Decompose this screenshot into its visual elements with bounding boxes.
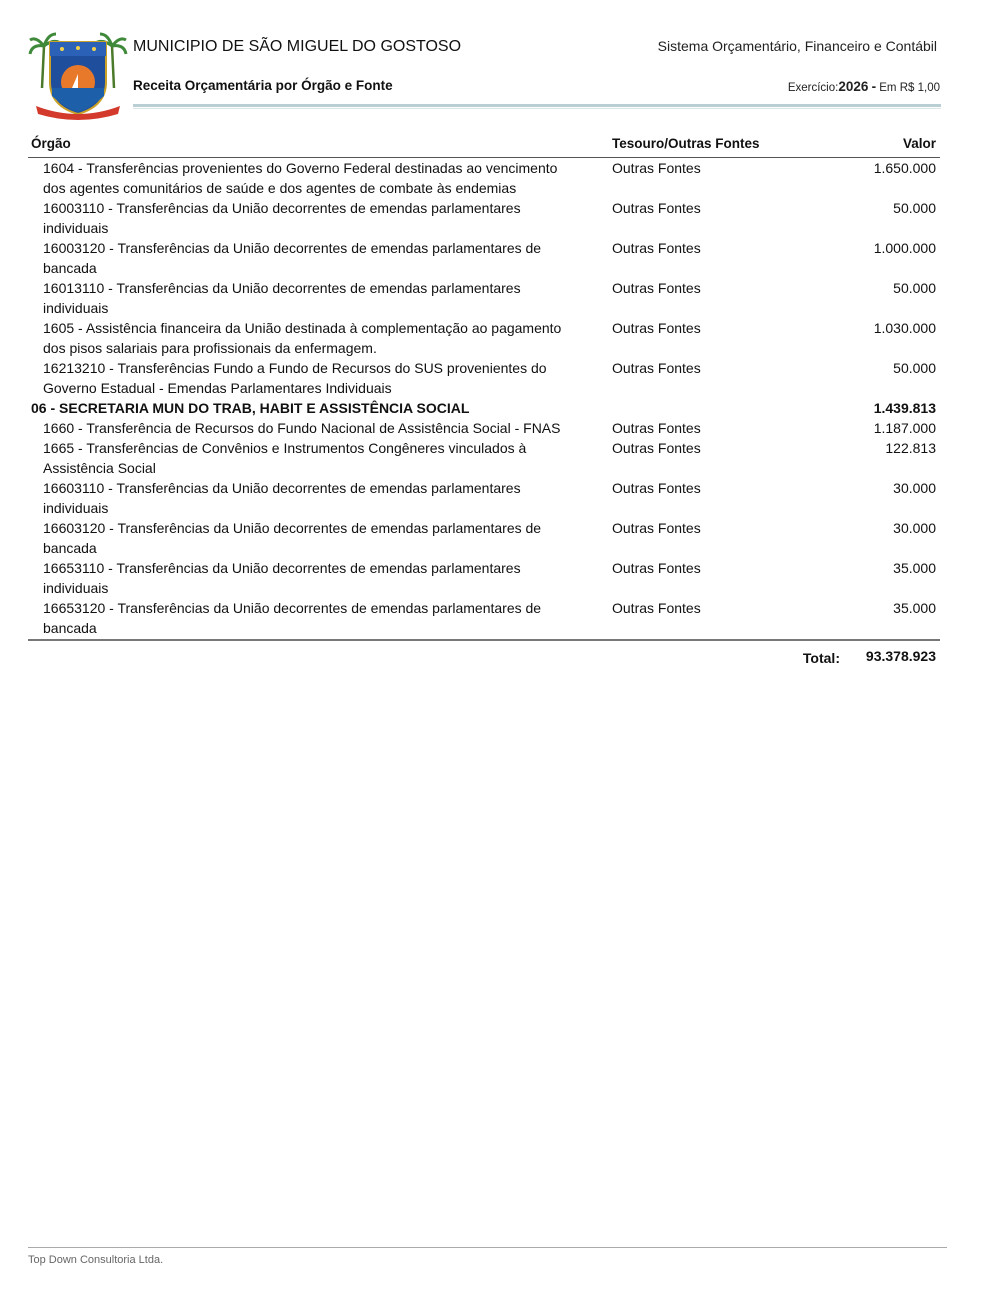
table-row xyxy=(28,558,940,598)
row-valor: 122.813 xyxy=(885,440,936,456)
group-orgao: 06 - SECRETARIA MUN DO TRAB, HABIT E ASSISTÊNCIA SOCIAL xyxy=(31,400,470,416)
exercicio-label: Exercício: xyxy=(787,82,839,94)
row-orgao: 1660 - Transferência de Recursos do Fundo Nacional de Assistência Social - FNAS xyxy=(43,420,561,436)
row-fonte: Outras Fontes xyxy=(612,320,701,336)
row-fonte: Outras Fontes xyxy=(612,160,701,176)
row-valor: 1.000.000 xyxy=(873,240,936,256)
row-orgao: 16603110 - Transferências da União decorrentes de emendas parlamentares individuais xyxy=(43,480,521,516)
coat-of-arms-icon xyxy=(28,26,128,120)
row-orgao: 1605 - Assistência financeira da União destinada à complementação ao pagamento dos pisos salariais para profissionais da enfermagem. xyxy=(43,320,562,356)
row-fonte: Outras Fontes xyxy=(612,440,701,456)
row-orgao: 16003120 - Transferências da União decorrentes de emendas parlamentares de bancada xyxy=(43,240,542,276)
total-row xyxy=(28,641,940,669)
footer-company: Top Down Consultoria Ltda. xyxy=(28,1254,164,1266)
total-label: Total: xyxy=(802,650,840,666)
table-row xyxy=(28,238,940,278)
row-valor: 1.187.000 xyxy=(873,420,936,436)
table-row xyxy=(28,518,940,558)
row-fonte: Outras Fontes xyxy=(612,360,701,376)
row-orgao: 16653120 - Transferências da União decorrentes de emendas parlamentares de bancada xyxy=(43,600,542,636)
row-fonte: Outras Fontes xyxy=(612,200,701,216)
table-row xyxy=(28,158,940,198)
row-valor: 50.000 xyxy=(893,280,936,296)
row-valor: 1.650.000 xyxy=(873,160,936,176)
table-row xyxy=(28,198,940,238)
row-fonte: Outras Fontes xyxy=(612,280,701,296)
row-valor: 35.000 xyxy=(893,600,936,616)
exercicio-separator: - xyxy=(871,79,877,94)
table-row xyxy=(28,598,940,638)
currency-note: Em R$ 1,00 xyxy=(879,82,940,94)
revenue-table xyxy=(28,133,940,669)
system-name: Sistema Orçamentário, Financeiro e Contábil xyxy=(657,38,937,54)
table-header xyxy=(28,133,940,158)
row-valor: 30.000 xyxy=(893,520,936,536)
column-header-orgao: Órgão xyxy=(31,136,71,151)
row-fonte: Outras Fontes xyxy=(612,600,701,616)
row-valor: 50.000 xyxy=(893,200,936,216)
report-header xyxy=(0,0,1000,120)
table-row xyxy=(28,418,940,438)
total-value: 93.378.923 xyxy=(865,648,936,664)
table-row xyxy=(28,358,940,398)
row-valor: 1.030.000 xyxy=(873,320,936,336)
municipality-name: MUNICIPIO DE SÃO MIGUEL DO GOSTOSO xyxy=(133,38,462,55)
exercicio-year: 2026 xyxy=(838,79,869,94)
row-valor: 50.000 xyxy=(893,360,936,376)
column-header-valor: Valor xyxy=(902,136,936,151)
exercicio-info xyxy=(788,79,940,94)
header-divider xyxy=(133,104,941,107)
row-orgao: 1604 - Transferências provenientes do Governo Federal destinadas ao vencimento dos agentes comunitários de saúde e dos agentes de combate às endemias xyxy=(43,160,558,196)
row-valor: 35.000 xyxy=(893,560,936,576)
table-row xyxy=(28,438,940,478)
table-row xyxy=(28,318,940,358)
table-row xyxy=(28,278,940,318)
group-row xyxy=(28,398,940,418)
header-divider-thin xyxy=(133,108,941,109)
row-orgao: 16003110 - Transferências da União decorrentes de emendas parlamentares individuais xyxy=(43,200,521,236)
row-fonte: Outras Fontes xyxy=(612,520,701,536)
row-fonte: Outras Fontes xyxy=(612,480,701,496)
row-fonte: Outras Fontes xyxy=(612,420,701,436)
row-fonte: Outras Fontes xyxy=(612,560,701,576)
row-orgao: 16653110 - Transferências da União decorrentes de emendas parlamentares individuais xyxy=(43,560,521,596)
table-row xyxy=(28,478,940,518)
column-header-fonte: Tesouro/Outras Fontes xyxy=(612,136,760,151)
group-valor: 1.439.813 xyxy=(873,400,936,416)
footer-divider xyxy=(28,1247,947,1248)
row-orgao: 1665 - Transferências de Convênios e Instrumentos Congêneres vinculados à Assistência Social xyxy=(43,440,527,476)
row-orgao: 16213210 - Transferências Fundo a Fundo de Recursos do SUS provenientes do Governo Estadual - Emendas Parlamentares Individuais xyxy=(43,360,547,396)
row-valor: 30.000 xyxy=(893,480,936,496)
row-fonte: Outras Fontes xyxy=(612,240,701,256)
report-title: Receita Orçamentária por Órgão e Fonte xyxy=(133,78,393,93)
row-orgao: 16603120 - Transferências da União decorrentes de emendas parlamentares de bancada xyxy=(43,520,542,556)
row-orgao: 16013110 - Transferências da União decorrentes de emendas parlamentares individuais xyxy=(43,280,521,316)
